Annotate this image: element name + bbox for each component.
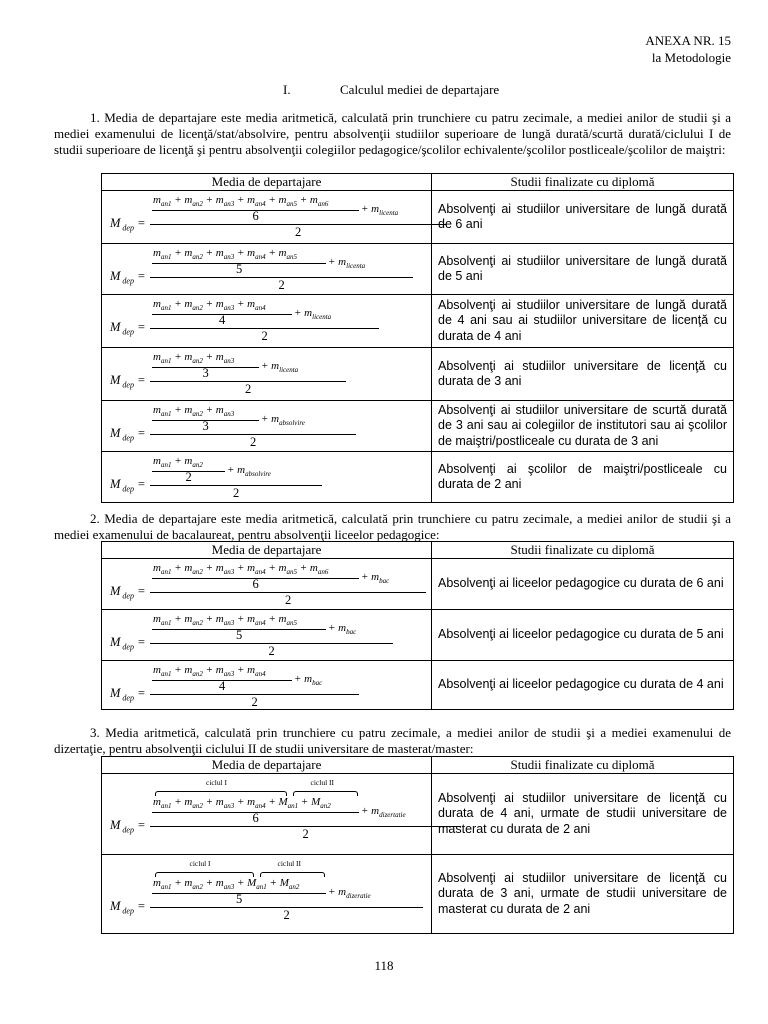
numerator-sum: $m_{an1} + m_{an2} + m_{an3} + m_{an4}$	[153, 664, 266, 679]
table-header-studii: Studii finalizate cu diplomă	[432, 174, 734, 191]
diploma-description: Absolvenţi ai studiilor universitare de scurtă durată de 3 ani sau ai colegiilor de institutori sau ai şcolilor de maiştri/postliceale cu durata de 3 ani	[432, 401, 734, 452]
lhs-mdep: M $_{dep}$ =	[110, 426, 146, 443]
numerator-sum: $m_{an1} + m_{an2} + m_{an3} + m_{an4} + m_{an5}$	[153, 613, 297, 628]
exam-term: + $m_{bac}$	[294, 673, 323, 688]
inner-denominator: 3	[202, 366, 209, 380]
formula	[108, 244, 428, 294]
section-heading	[283, 82, 499, 98]
lhs-mdep: M $_{dep}$ =	[110, 373, 146, 390]
table-row	[102, 559, 734, 610]
formula-table-2	[101, 541, 734, 710]
annex-label	[645, 32, 731, 66]
formula-cell	[102, 559, 432, 610]
table-row	[102, 348, 734, 401]
outer-denominator: 2	[261, 329, 268, 343]
table-header-studii: Studii finalizate cu diplomă	[432, 757, 734, 774]
exam-term: + $m_{licenta}$	[328, 256, 366, 271]
numerator-sum: $m_{an1} + m_{an2} + m_{an3} + m_{an4} + m_{an5} + m_{an6}$	[153, 194, 329, 209]
inner-denominator: 2	[185, 470, 192, 484]
formula	[108, 774, 428, 854]
numerator-sum: $m_{an1} + m_{an2} + m_{an3}$	[153, 404, 235, 419]
paragraph-2: 2. Media de departajare este media aritmetică, calculată prin trunchiere cu patru zecimale, a mediei anilor de studii şi a mediei examenului de bacalaureat, pentru absolvenţii liceelor pedagogice:	[54, 511, 731, 542]
lhs-mdep: M $_{dep}$ =	[110, 686, 146, 703]
exam-term: + $m_{licenta}$	[261, 360, 299, 375]
table-row	[102, 774, 734, 855]
cycle1-label: ciclul I	[189, 859, 211, 868]
cycle1-label: ciclul I	[206, 778, 228, 787]
outer-denominator: 2	[233, 486, 240, 500]
formula	[108, 295, 428, 347]
diploma-description: Absolvenţi ai studiilor universitare de licenţă cu durata de 3 ani	[432, 348, 734, 401]
exam-term: + $m_{absolvire}$	[261, 413, 305, 428]
exam-term: + $m_{dizertatie}$	[361, 805, 406, 820]
table-header-studii: Studii finalizate cu diplomă	[432, 542, 734, 559]
outer-denominator: 2	[245, 382, 252, 396]
outer-denominator: 2	[285, 593, 292, 607]
lhs-mdep: M $_{dep}$ =	[110, 635, 146, 652]
cycle2-label: ciclul II	[310, 778, 335, 787]
paragraph-1: 1. Media de departajare este media aritmetică, calculată prin trunchiere cu patru zecimale, a mediei anilor de studii şi a mediei examenului de licenţă/stat/absolvire, pentru absolvenţii studiilor superioare de lungă durată/scurtă durată/ciclului I de studii superioare de licenţă şi pentru absolvenţii colegiilor pedagogice/şcolilor echivalente/şcolilor postliceale/şcolilor de maiştri:	[54, 110, 731, 157]
diploma-description: Absolvenţi ai liceelor pedagogice cu durata de 4 ani	[432, 661, 734, 710]
inner-denominator: 5	[236, 262, 243, 276]
table-row	[102, 191, 734, 244]
exam-term: + $m_{bac}$	[361, 571, 390, 586]
table-row	[102, 401, 734, 452]
annex-number: ANEXA NR. 15	[645, 33, 731, 48]
diploma-description: Absolvenţi ai studiilor universitare de lungă durată de 6 ani	[432, 191, 734, 244]
formula-cell	[102, 244, 432, 295]
formula-cell	[102, 661, 432, 710]
formula	[108, 610, 428, 660]
table-header-media: Media de departajare	[102, 542, 432, 559]
outer-denominator: 2	[250, 435, 257, 449]
page-number: 118	[374, 958, 394, 973]
lhs-mdep: M $_{dep}$ =	[110, 269, 146, 286]
formula	[108, 191, 428, 243]
table-row	[102, 452, 734, 503]
numerator-sum: $m_{an1} + m_{an2} + m_{an3} + m_{an4} + m_{an5}$	[153, 247, 297, 262]
table-row	[102, 295, 734, 348]
cycle2-label: ciclul II	[277, 859, 302, 868]
table-row	[102, 610, 734, 661]
outer-denominator: 2	[283, 908, 290, 922]
inner-denominator: 3	[202, 419, 209, 433]
numerator-sum: $m_{an1} + m_{an2}$	[153, 455, 203, 470]
lhs-mdep: M $_{dep}$ =	[110, 818, 146, 835]
formula	[108, 559, 428, 609]
diploma-description: Absolvenţi ai studiilor universitare de lungă durată de 4 ani sau ai studiilor universitare de licenţă cu durata de 4 ani	[432, 295, 734, 348]
section-number: I.	[283, 82, 291, 97]
outer-denominator: 2	[278, 278, 285, 292]
outer-denominator: 2	[251, 695, 258, 709]
formula	[108, 855, 428, 933]
outer-denominator: 2	[302, 827, 309, 841]
inner-denominator: 4	[219, 679, 226, 693]
exam-term: + $m_{bac}$	[328, 622, 357, 637]
exam-term: + $m_{licenta}$	[361, 203, 399, 218]
formula	[108, 661, 428, 709]
lhs-mdep: M $_{dep}$ =	[110, 899, 146, 916]
numerator-sum: $m_{an1} + m_{an2} + m_{an3} + M_{an1} + M_{an2}$	[153, 877, 300, 892]
formula	[108, 348, 428, 400]
formula-cell	[102, 295, 432, 348]
numerator-sum: $m_{an1} + m_{an2} + m_{an3} + m_{an4} + m_{an5} + m_{an6}$	[153, 562, 329, 577]
lhs-mdep: M $_{dep}$ =	[110, 477, 146, 494]
formula-table-3	[101, 756, 734, 934]
formula-cell	[102, 610, 432, 661]
inner-denominator: 6	[252, 209, 259, 223]
numerator-sum: $m_{an1} + m_{an2} + m_{an3} + m_{an4}$	[153, 298, 266, 313]
lhs-mdep: M $_{dep}$ =	[110, 584, 146, 601]
paragraph-3: 3. Media aritmetică, calculată prin trunchiere cu patru zecimale, a mediei anilor de studii şi a mediei examenului de dizertaţie, pentru absolvenţii ciclului II de studii universitare de masterat/master:	[54, 725, 731, 756]
formula	[108, 452, 428, 502]
exam-term: + $m_{absolvire}$	[227, 464, 271, 479]
formula-cell	[102, 452, 432, 503]
inner-denominator: 4	[219, 313, 226, 327]
diploma-description: Absolvenţi ai liceelor pedagogice cu durata de 6 ani	[432, 559, 734, 610]
numerator-sum: $m_{an1} + m_{an2} + m_{an3}$	[153, 351, 235, 366]
table-row	[102, 244, 734, 295]
formula	[108, 401, 428, 451]
diploma-description: Absolvenţi ai studiilor universitare de lungă durată de 5 ani	[432, 244, 734, 295]
formula-cell	[102, 348, 432, 401]
section-title: Calculul mediei de departajare	[340, 82, 500, 97]
diploma-description: Absolvenţi ai liceelor pedagogice cu durata de 5 ani	[432, 610, 734, 661]
diploma-description: Absolvenţi ai studiilor universitare de licenţă cu durata de 4 ani, urmate de studii universitare de masterat cu durata de 2 ani	[432, 774, 734, 855]
inner-denominator: 5	[236, 628, 243, 642]
outer-denominator: 2	[268, 644, 275, 658]
inner-denominator: 5	[236, 892, 243, 906]
formula-table-1	[101, 173, 734, 503]
formula-cell	[102, 401, 432, 452]
table-header-media: Media de departajare	[102, 174, 432, 191]
diploma-description: Absolvenţi ai şcolilor de maiştri/postliceale cu durata de 2 ani	[432, 452, 734, 503]
outer-denominator: 2	[295, 225, 302, 239]
formula-cell	[102, 191, 432, 244]
formula-cell	[102, 855, 432, 934]
numerator-sum: $m_{an1} + m_{an2} + m_{an3} + m_{an4} + M_{an1} + M_{an2}$	[153, 796, 331, 811]
exam-term: + $m_{licenta}$	[294, 307, 332, 322]
table-row	[102, 661, 734, 710]
lhs-mdep: M $_{dep}$ =	[110, 216, 146, 233]
table-row	[102, 855, 734, 934]
inner-denominator: 6	[252, 577, 259, 591]
annex-subtitle: la Metodologie	[651, 50, 731, 65]
inner-denominator: 6	[252, 811, 259, 825]
formula-cell	[102, 774, 432, 855]
table-header-media: Media de departajare	[102, 757, 432, 774]
exam-term: + $m_{dizeratie}$	[328, 886, 371, 901]
diploma-description: Absolvenţi ai studiilor universitare de licenţă cu durata de 3 ani, urmate de studii universitare de masterat cu durata de 2 ani	[432, 855, 734, 934]
lhs-mdep: M $_{dep}$ =	[110, 320, 146, 337]
